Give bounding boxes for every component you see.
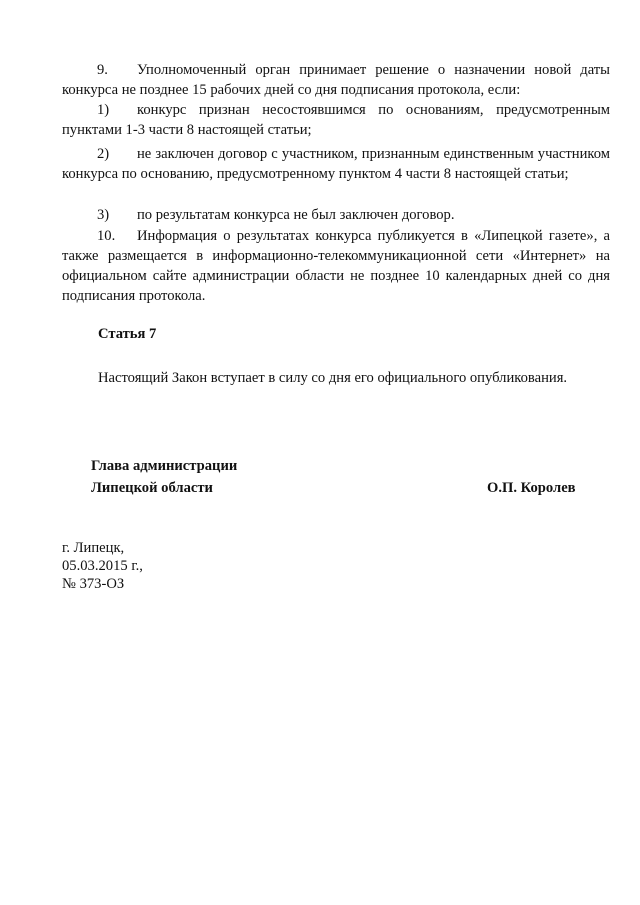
subitem-2-text: не заключен договор с участником, признанным единственным участником конкурса по основанию, предусмотренному пунктом 4 части 8 настоящей статьи; [62,146,610,182]
subitem-3-text: по результатам конкурса не был заключен договор. [137,207,455,223]
item-9-text: Уполномоченный орган принимает решение о назначении новой даты конкурса не позднее 15 рабочих дней со дня подписания протокола, если: [62,62,610,98]
item-10-paragraph [62,226,610,306]
footer-place: г. Липецк, [62,540,125,556]
article-7-heading: Статья 7 [98,326,157,342]
footer-date: 05.03.2015 г., [62,558,143,574]
signer-title-line-2: Липецкой области [91,480,213,496]
subitem-3-number: 3) [97,207,110,223]
item-9-paragraph [62,60,610,100]
item-10-text: Информация о результатах конкурса публикуется в «Липецкой газете», а также размещается в информационно-телекоммуникационной сети «Интернет» на официальном сайте администрации области не позднее 10 календарных дней со дня подписания протокола. [62,228,610,304]
footer-number: № 373-ОЗ [62,576,125,592]
signer-title-line-1: Глава администрации [91,458,238,474]
subitem-1-number: 1) [97,102,110,118]
item-9-number: 9. [97,62,108,78]
article-7-text: Настоящий Закон вступает в силу со дня его официального опубликования. [98,370,568,386]
subitem-2-number: 2) [97,146,110,162]
subitem-1-paragraph [62,100,610,140]
item-10-number: 10. [97,228,116,244]
subitem-2-paragraph [62,144,610,184]
subitem-1-text: конкурс признан несостоявшимся по основаниям, предусмотренным пунктами 1-3 части 8 настоящей статьи; [62,102,610,138]
subitem-3-paragraph [62,205,610,225]
signer-name: О.П. Королев [487,480,576,496]
